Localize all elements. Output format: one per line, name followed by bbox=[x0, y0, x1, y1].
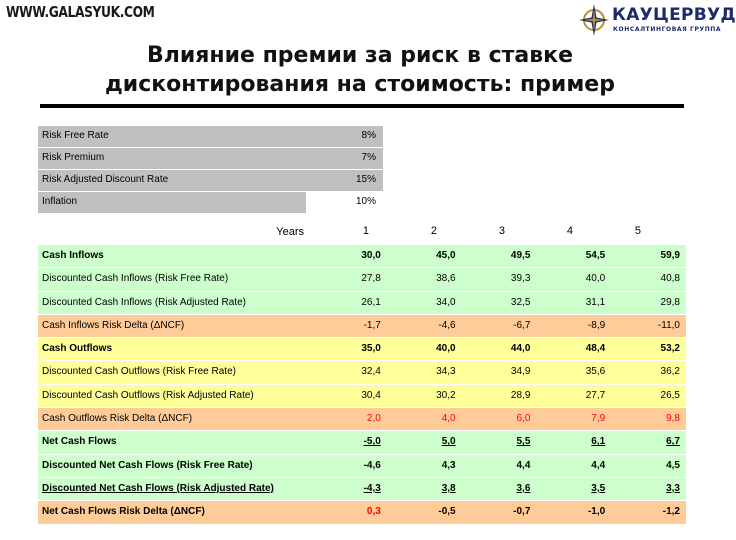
row-value: 35,6 bbox=[585, 366, 606, 378]
row-value: 44,0 bbox=[510, 343, 531, 355]
row-value: -0,5 bbox=[438, 506, 456, 518]
row-value: 27,8 bbox=[361, 273, 381, 285]
row-label: Discounted Cash Outflows (Risk Free Rate) bbox=[42, 366, 236, 378]
year-cell: 2 bbox=[430, 225, 437, 237]
row-value: 9,8 bbox=[666, 413, 680, 425]
table-row bbox=[38, 315, 686, 338]
row-value: 34,3 bbox=[436, 366, 456, 378]
row-label: Net Cash Flows Risk Delta (ΔNCF) bbox=[42, 506, 205, 518]
row-label: Net Cash Flows bbox=[42, 436, 117, 448]
table-row bbox=[38, 361, 686, 384]
years-label: Years bbox=[276, 226, 304, 238]
row-value: 3,5 bbox=[591, 482, 606, 494]
table-row bbox=[38, 478, 686, 501]
row-value: -5,0 bbox=[363, 436, 381, 448]
row-label: Cash Inflows bbox=[42, 250, 104, 261]
row-value: -4,3 bbox=[363, 482, 381, 494]
row-value: 34,0 bbox=[436, 296, 456, 308]
row-value: 40,0 bbox=[585, 273, 606, 285]
row-value: 30,0 bbox=[361, 250, 381, 261]
row-value: 4,4 bbox=[591, 459, 606, 471]
param-row-risk-free-rate bbox=[38, 126, 383, 148]
year-cell: 5 bbox=[634, 225, 641, 237]
param-value: 15% bbox=[306, 170, 383, 191]
param-value: 8% bbox=[306, 126, 383, 147]
compass-star-icon bbox=[578, 3, 610, 37]
param-label: Inflation bbox=[38, 192, 306, 213]
row-value: -11,0 bbox=[657, 319, 680, 331]
row-value: 36,2 bbox=[660, 366, 680, 378]
row-value: 29,8 bbox=[660, 296, 680, 308]
row-value: 5,0 bbox=[441, 436, 456, 448]
row-value: 4,3 bbox=[441, 459, 456, 471]
title-divider bbox=[40, 104, 684, 108]
row-value: 48,4 bbox=[585, 343, 606, 355]
row-value: -4,6 bbox=[438, 319, 456, 331]
row-value: 39,3 bbox=[510, 273, 531, 285]
row-value: 6,0 bbox=[516, 413, 531, 425]
row-value: -8,9 bbox=[587, 319, 606, 331]
row-value: 5,5 bbox=[516, 436, 531, 448]
year-cell: 1 bbox=[362, 225, 369, 237]
row-value: 49,5 bbox=[510, 250, 531, 261]
row-value: 30,4 bbox=[361, 389, 381, 401]
row-value: 31,1 bbox=[585, 296, 606, 308]
row-value: 32,4 bbox=[361, 366, 381, 378]
row-value: 3,3 bbox=[666, 482, 680, 494]
cash-flow-table bbox=[38, 245, 686, 525]
param-value: 10% bbox=[306, 192, 383, 213]
param-label: Risk Free Rate bbox=[38, 126, 306, 147]
row-value: 3,8 bbox=[441, 482, 456, 494]
row-value: -1,7 bbox=[363, 319, 381, 331]
year-cell: 3 bbox=[498, 225, 505, 237]
table-row bbox=[38, 431, 686, 454]
row-value: 0,3 bbox=[366, 506, 381, 518]
table-row bbox=[38, 385, 686, 408]
param-value: 7% bbox=[306, 148, 383, 169]
row-label: Cash Inflows Risk Delta (ΔNCF) bbox=[42, 319, 185, 331]
param-row-risk-adjusted-rate bbox=[38, 170, 383, 192]
table-row bbox=[38, 245, 686, 268]
company-logo bbox=[578, 2, 736, 38]
row-value: -1,0 bbox=[587, 506, 606, 518]
logo-subtitle: КОНСАЛТИНГОВАЯ ГРУППА bbox=[613, 26, 722, 33]
row-value: 6,7 bbox=[666, 436, 680, 448]
row-value: -0,7 bbox=[513, 506, 531, 518]
row-value: 45,0 bbox=[436, 250, 456, 261]
years-header bbox=[307, 225, 647, 237]
row-label: Cash Outflows Risk Delta (ΔNCF) bbox=[42, 413, 193, 425]
table-row bbox=[38, 455, 686, 478]
row-value: 35,0 bbox=[361, 343, 381, 355]
table-row bbox=[38, 292, 686, 315]
row-value: 34,9 bbox=[510, 366, 531, 378]
param-label: Risk Premium bbox=[38, 148, 306, 169]
year-cell: 4 bbox=[566, 225, 573, 237]
row-value: 40,8 bbox=[660, 273, 680, 285]
param-label: Risk Adjusted Discount Rate bbox=[38, 170, 306, 191]
logo-name: КАУЦЕРВУД bbox=[612, 5, 736, 25]
row-value: 32,5 bbox=[510, 296, 531, 308]
row-value: 4,4 bbox=[516, 459, 531, 471]
row-label: Discounted Cash Outflows (Risk Adjusted Rate) bbox=[42, 389, 254, 401]
row-value: -6,7 bbox=[513, 319, 531, 331]
row-value: 3,6 bbox=[516, 482, 531, 494]
row-label: Cash Outflows bbox=[42, 343, 113, 355]
row-value: 26,5 bbox=[660, 389, 680, 401]
page-title bbox=[40, 41, 680, 99]
row-value: 59,9 bbox=[660, 250, 680, 261]
row-label: Discounted Cash Inflows (Risk Adjusted Rate) bbox=[42, 296, 246, 308]
title-line-1: Влияние премии за риск в ставке bbox=[146, 43, 574, 68]
row-value: 53,2 bbox=[660, 343, 680, 355]
row-value: 28,9 bbox=[510, 389, 531, 401]
row-value: 40,0 bbox=[436, 343, 456, 355]
table-row bbox=[38, 501, 686, 524]
row-value: 26,1 bbox=[361, 296, 381, 308]
row-value: 6,1 bbox=[591, 436, 606, 448]
row-value: 4,5 bbox=[666, 459, 680, 471]
row-label: Discounted Net Cash Flows (Risk Free Rate) bbox=[42, 459, 253, 471]
param-row-risk-premium bbox=[38, 148, 383, 170]
row-value: -4,6 bbox=[363, 459, 381, 471]
parameters-table bbox=[38, 126, 383, 214]
row-value: 27,7 bbox=[585, 389, 606, 401]
row-label: Discounted Cash Inflows (Risk Free Rate) bbox=[42, 273, 229, 285]
row-value: 38,6 bbox=[436, 273, 456, 285]
row-label: Discounted Net Cash Flows (Risk Adjusted Rate) bbox=[42, 482, 274, 494]
table-row bbox=[38, 338, 686, 361]
table-row bbox=[38, 408, 686, 431]
table-row bbox=[38, 268, 686, 291]
row-value: -1,2 bbox=[662, 506, 680, 518]
row-value: 7,9 bbox=[591, 413, 606, 425]
site-url: WWW.GALASYUK.COM bbox=[6, 3, 155, 21]
param-row-inflation bbox=[38, 192, 383, 214]
row-value: 54,5 bbox=[585, 250, 606, 261]
row-value: 4,0 bbox=[441, 413, 456, 425]
title-line-2: дисконтирования на стоимость: пример bbox=[105, 72, 615, 97]
row-value: 2,0 bbox=[366, 413, 381, 425]
row-value: 30,2 bbox=[436, 389, 456, 401]
